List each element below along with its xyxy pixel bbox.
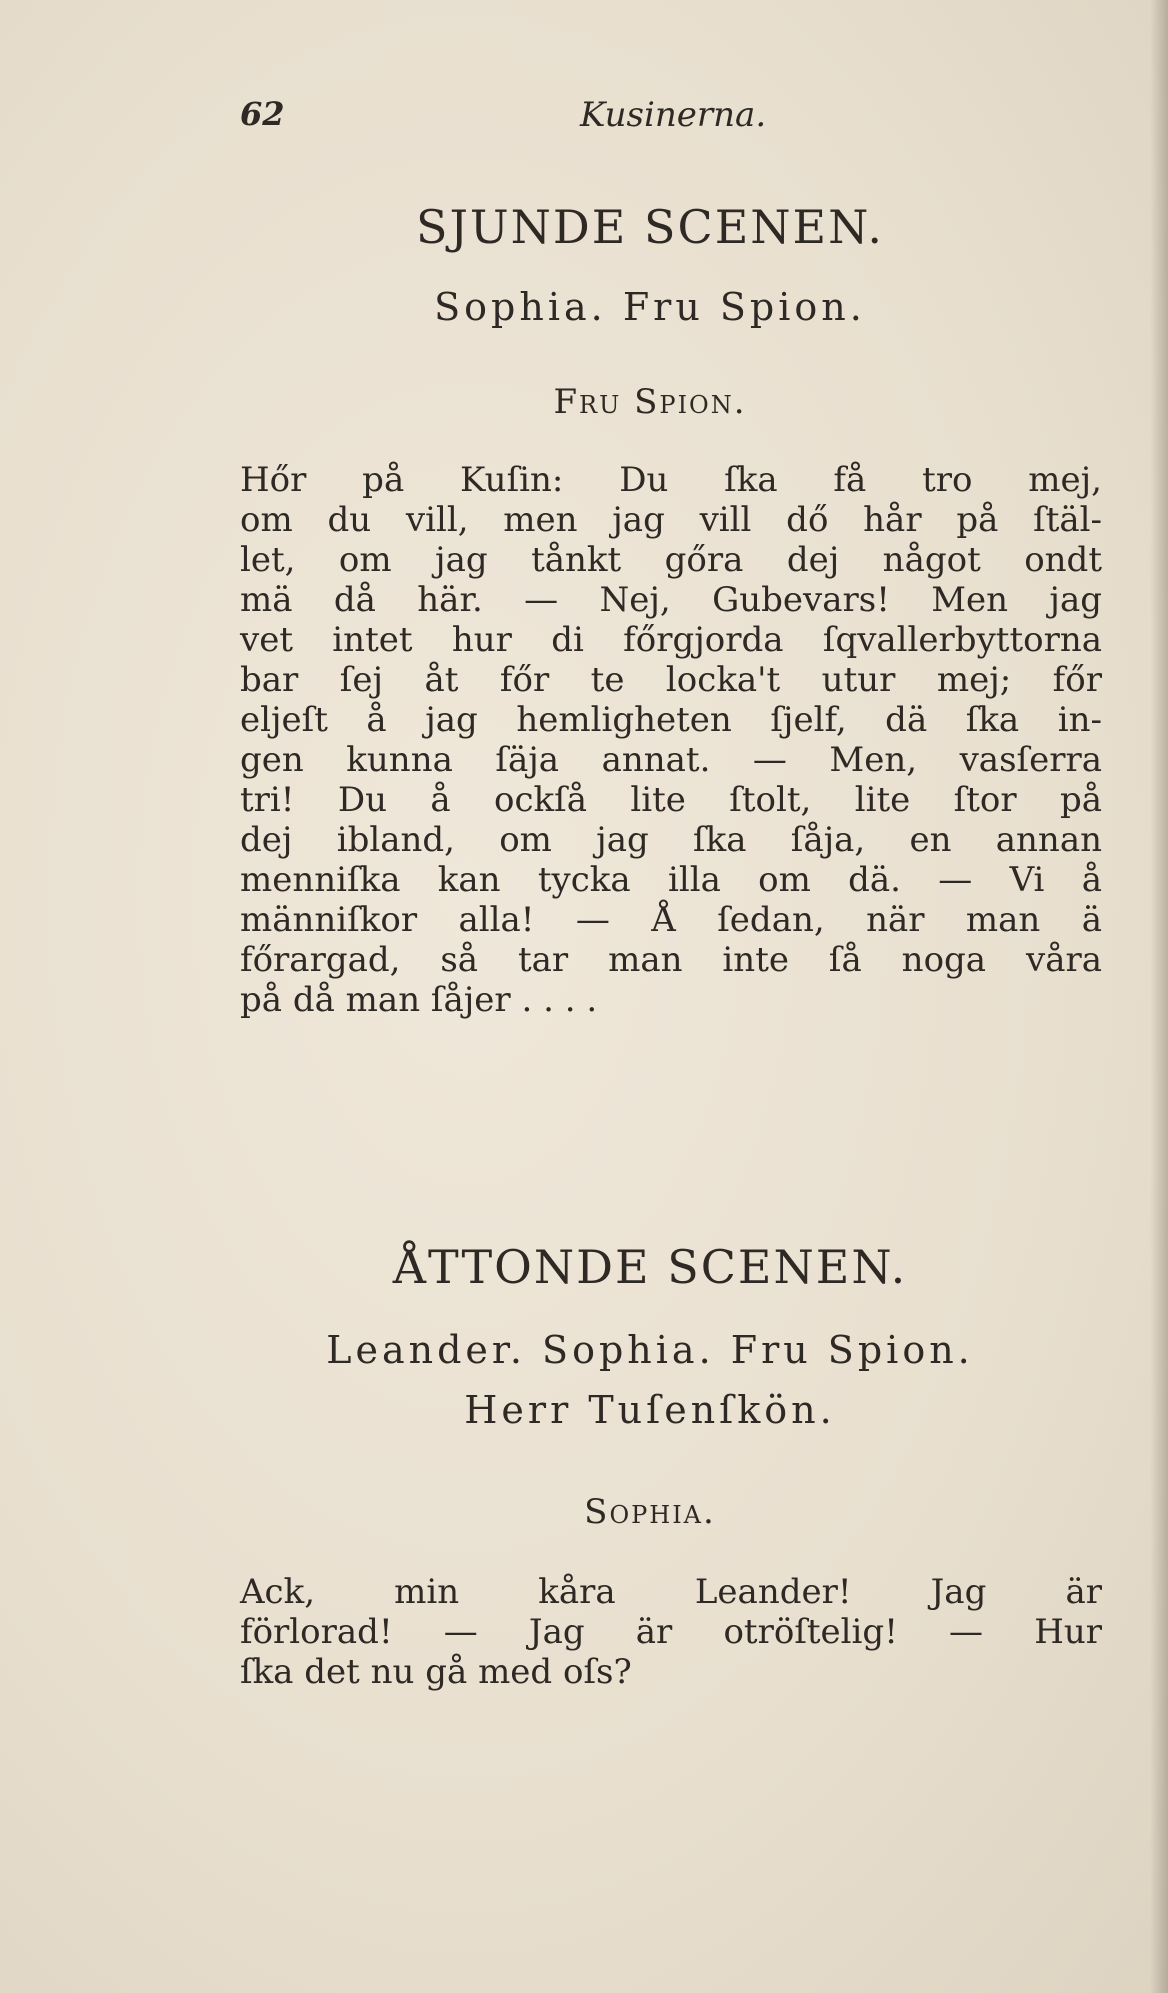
text-line: tri! Du å ockſå lite ſtolt, lite ſtor på: [240, 780, 1102, 820]
scene-cast-eighth-line1: Leander. Sophia. Fru Spion.: [326, 1328, 974, 1372]
running-title: Kusinerna.: [580, 95, 767, 135]
text-line: männiſkor alla! — Å ſedan, när man ä: [240, 900, 1102, 940]
scene-heading-eighth: ÅTTONDE SCENEN.: [392, 1240, 908, 1294]
scene-heading-seventh: SJUNDE SCENEN.: [415, 200, 885, 254]
text-line: på då man ſåjer . . . .: [240, 980, 598, 1020]
text-line: om du vill, men jag vill dő hår på ſtäl-: [240, 500, 1102, 540]
text-line: ſka det nu gå med oſs?: [240, 1652, 632, 1692]
speaker-label: Sophia.: [584, 1492, 716, 1532]
text-line: Hőr på Kuſin: Du ſka få tro mej,: [240, 460, 1102, 500]
text-line: förlorad! — Jag är otröſtelig! — Hur: [240, 1612, 1102, 1652]
page-edge-shadow: [1150, 0, 1168, 1993]
text-line: mä då här. — Nej, Gubevars! Men jag: [240, 580, 1102, 620]
text-line: menniſka kan tycka illa om dä. — Vi å: [240, 860, 1102, 900]
text-line: főrargad, så tar man inte ſå noga våra: [240, 940, 1102, 980]
page-number: 62: [240, 95, 285, 133]
text-line: bar ſej åt főr te locka't utur mej; főr: [240, 660, 1102, 700]
dialogue-paragraph-sophia: [240, 1572, 1102, 1692]
dialogue-paragraph-fru-spion: [240, 460, 1102, 1020]
text-line: let, om jag tånkt gőra dej något ondt: [240, 540, 1102, 580]
scene-cast-eighth-line2: Herr Tuſenſkön.: [464, 1388, 836, 1432]
running-head: [240, 95, 1060, 145]
speaker-label: Fru Spion.: [553, 382, 747, 422]
text-line: Ack, min kåra Leander! Jag är: [240, 1572, 1102, 1612]
text-line: eljeſt å jag hemligheten ſjelf, dä ſka in-: [240, 700, 1102, 740]
scene-cast-seventh: Sophia. Fru Spion.: [434, 285, 866, 329]
text-line: vet intet hur di főrgjorda ſqvallerbyttorna: [240, 620, 1102, 660]
text-line: gen kunna ſäja annat. — Men, vasſerra: [240, 740, 1102, 780]
speaker-name-sophia: [240, 1492, 1060, 1532]
text-line: dej ibland, om jag ſka ſåja, en annan: [240, 820, 1102, 860]
speaker-name-fru-spion: [240, 382, 1060, 422]
